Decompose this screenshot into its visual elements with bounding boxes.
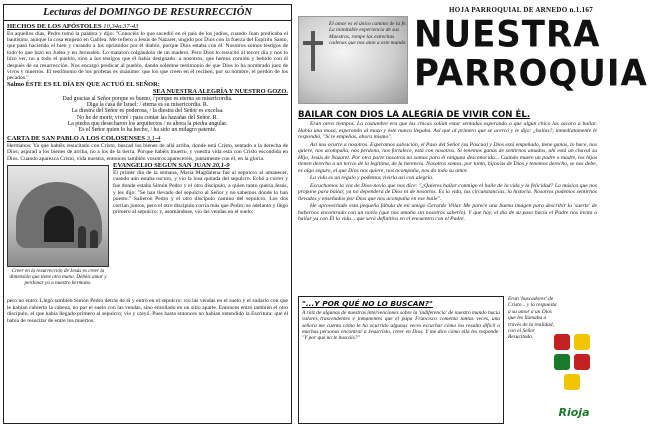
rioja-logo (550, 304, 598, 424)
article-body: Eran otros tiempos. La costumbre era que las chicas solían estar sentadas esperando a que algún chico las sacara a bailar. Había una moza, esperando al mozo y éste nunca llegaba. Así que al primero que se acercó y le dijo: ¿bailas?, inmediatamente le respondió, "Si te empeñas, ahora mismo". Así nos ocurre a nosotros. Esperamos salvación, el Paso del Señor (su Pascua) y Dios está empeñado, tiene ganas, lo hace, nos quiere, nos acompaña, nos perdona, nos fortalece, está con nosotros. Si tenemos ganas de sentirnos amados, ahí está un chaval su Hijo, Jesús de Nazaret. Por otra parte nosotros no somos para él ninguna desconocida... Cuando muere un padre o madre, los hijos tienen derecho a un tercio de la legítima, de la herencia. Nosotros somos, por tanto, hijos/as de Dios y tenemos derecho, se nos debe, es algo seguro, el que Dios nos quiere, nos acompaña, nos da todo su amor. La vida es un regalo y podemos vivirla así con alegría. Escuchamos la voz de Dios-novio que nos dice: "¿Quieres bailar conmigo el baile de la vida y la felicidad? La música que nos propone para bailar, ya no dependerá de Dios ni de nosotros. Es la vida, las circunstancias, la historia. Nosotros podemos sentirnos llevados y enseñados por Dios que nos acompaña en ese baile". He aprovechado esta pequeña fábula de mi amigo Gerardo Villar. Me parece una buena imagen para describir la 'suerte' de habernos encontrado con un novio (que nos amaba sin nosotros saberlo). Y que hoy, el día de su paso hacia el Padre nos invita a bailar ya con Él la vida... que será definitiva en el encuentro con el Padre. (298, 121, 597, 222)
gospel-heading: EVANGELIO SEGÚN SAN JUAN 20,1-9 (113, 162, 230, 170)
boxed-article (298, 296, 504, 424)
hero-quote: El amor es el único camino de la fe. La inimitable experiencia de sus Maestros, rompe las estrechas cadenas que nos atan a este mundo. (329, 21, 407, 47)
psalm-refrain: SEA NUESTRA ALEGRÍA Y NUESTRO GOZO. (152, 88, 288, 96)
cross-icon (311, 31, 315, 71)
readings-column (3, 4, 292, 424)
psalm-line: Es el Señor quien lo ha hecho, / ha sido un milagro patente. (78, 127, 217, 134)
psalm-line: La diestra del Señor es poderosa, / la diestra del Señor es excelsa. (71, 108, 224, 115)
logo-text: Rioja (558, 406, 590, 419)
psalm-lead: Salmo ÉSTE ES EL DÍA EN QUE ACTUÓ EL SEÑOR: (7, 80, 160, 88)
psalm-line: Dad gracias al Señor porque es bueno, / porque es eterna su misericordia. (62, 95, 233, 102)
article-heading: BAILAR CON DIOS LA ALEGRÍA DE VIVIR CON ÉL. (298, 110, 531, 120)
side-note: Eran 'buscadores' de Cristo... y la respuesta a su amor a un Dios que les llamaba a través de la realidad, con el Señor Resucitado. (508, 296, 557, 341)
readings-banner: Lecturas del DOMINGO DE RESURRECCIÓN (4, 5, 291, 21)
boxed-article-text: A raíz de algunas de nuestras intervenciones sobre la 'indiferencia' de nuestro mundo hacia valores trascendentes e inmanentes que el papa Francisco comenta tantas veces, una señora me cuenta cómo le ha ocurrido algunas veces escuchar cómo los resulta difícil a muchas personas encontrar a Jesucristo, creer en Dios. Y me dice cómo ella les responde: "Y por qué no le buscáis?" (302, 310, 500, 342)
first-reading (4, 23, 291, 82)
masthead-title: NUESTRA PARROQUIA (414, 12, 648, 96)
empty-tomb-image (7, 165, 109, 267)
second-reading (4, 135, 291, 162)
second-reading-heading: CARTA DE SAN PABLO A LOS COLOSENSES 3,1-4 (7, 135, 161, 143)
psalm-line: Diga la casa de Israel: / eterna es su misericordia. R. (86, 101, 209, 108)
psalm-line: No he de morir, viviré / para contar las hazañas del Señor. R. (77, 114, 218, 121)
gospel-text-continued: pero no entró. Llegó también Simón Pedro detrás de él y entró en el sepulcro: vio las vendas en el suelo y el sudario con que le habían cubierto la cabeza, no por el suelo con las vendas, sino enrollado en un sitio aparte. Entonces entró también el otro discípulo, el que había llegado primero al sepulcro; vio y creyó. Pues hasta entonces no habían entendido la Escritura: que él había de resucitar de entre los muertos. (7, 298, 288, 325)
parish-column (298, 4, 648, 424)
gospel-text: EVANGELIO SEGÚN SAN JUAN 20,1-9 El primer día de la semana, María Magdalena fue al sepulcro al amanecer, cuando aún estaba oscuro, y vio la losa quitada del sepulcro. Echó a correr y fue donde estaba Simón Pedro y el otro discípulo, a quien tanto quería Jesús, y les dijo: "Se han llevado del sepulcro al Señor y no sabemos dónde lo han puesto." Salieron Pedro y el otro discípulo camino del sepulcro. Los dos corrían juntos, pero el otro discípulo corría más que Pedro; se adelantó y llegó primero al sepulcro; y, asomándose, vio las vendas en el suelo; (113, 162, 288, 216)
gospel-image-caption: Creer en la resurrección de Jesús es creer la dimensión que tiene otra mano. Debéis amar y perdonar ya a nuestro hermano. (9, 268, 107, 287)
psalm (4, 82, 291, 134)
sheet-number: HOJA PARROQUIAL DE ARNEDO n.1.167 (449, 6, 593, 14)
psalm-line: La piedra que desecharon los arquitectos / es ahora la piedra angular. (67, 120, 228, 127)
first-reading-heading: HECHOS DE LOS APÓSTOLES 10,34a.37-43 (7, 23, 139, 30)
boxed-article-heading: "...Y POR QUÉ NO LO BUSCAN?" (302, 299, 433, 308)
first-reading-text: En aquellos días, Pedro tomó la palabra y dijo: "Conocéis lo que sucedió en el país de los judíos, cuando Juan predicaba el bautismo, aunque la cosa empezó en Galilea. Me refiero a Jesús de Nazaret, ungido por Dios con la fuerza del Espíritu Santo, que pasó haciendo el bien y curando a los oprimidos por el diablo, porque Dios estaba con él. Nosotros somos testigos de todo lo que hizo en Judea y en Jerusalén. Lo mataron colgándolo de un madero. Pero Dios lo resucitó al tercer día y nos lo hizo ver, no a todo el pueblo, sino a los testigos que él había designado: a nosotros, que hemos comido y bebido con él después de su resurrección. Nos encargó predicar al pueblo, dando solemne testimonio de que Dios lo ha nombrado juez de vivos y muertos. El testimonio de los profetas es unánime: que los que creen en él reciben, por su nombre, el perdón de los pecados." (7, 30, 288, 82)
second-reading-text: Hermanos: Ya que habéis resucitado con Cristo, buscad los bienes de allá arriba, donde está Cristo, sentado a la derecha de Dios; aspirad a los bienes de arriba, no a los de la tierra. Porque habéis muerto, y vuestra vida está con Cristo escondida en Dios. Cuando aparezca Cristo, vida nuestra, entonces también vosotros apareceréis, juntamente con él, en la gloria. (7, 143, 288, 162)
gospel-block (4, 163, 291, 298)
hero-image (298, 16, 408, 104)
